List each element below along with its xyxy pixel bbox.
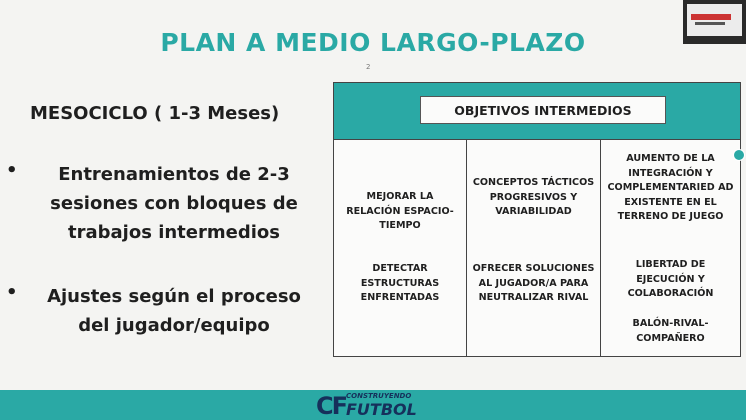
table-cell: MEJORAR LA RELACIÓN ESPACIO-TIEMPO	[346, 191, 454, 231]
bullet-marker: •	[6, 282, 18, 303]
thumbnail-screen	[687, 4, 742, 36]
table-cell: LIBERTAD DE EJECUCIÓN Y COLABORACIÓN	[627, 259, 714, 299]
bullet-item	[6, 282, 316, 340]
bullet-text: Ajustes según el proceso del jugador/equipo	[47, 286, 301, 336]
table-cell: CONCEPTOS TÁCTICOS PROGRESIVOS Y VARIABILIDAD	[472, 177, 595, 217]
table-cell: OFRECER SOLUCIONES AL JUGADOR/A PARA NEUTRALIZAR RIVAL	[472, 263, 595, 303]
slide-title: PLAN A MEDIO LARGO-PLAZO	[160, 28, 586, 57]
mesociclo-heading: MESOCICLO ( 1-3 Meses)	[30, 103, 280, 124]
accent-dot-icon	[733, 149, 745, 161]
objectives-table	[333, 82, 741, 357]
bullet-text: Entrenamientos de 2-3 sesiones con bloques de trabajos intermedios	[50, 164, 298, 243]
video-thumbnail-icon[interactable]	[683, 0, 746, 44]
bullet-item	[6, 160, 316, 247]
footer-logo	[316, 392, 426, 420]
table-header	[334, 83, 740, 140]
table-cell: BALÓN-RIVAL-COMPAÑERO	[632, 318, 709, 344]
table-cell: DETECTAR ESTRUCTURAS ENFRENTADAS	[360, 263, 440, 303]
logo-mark: CF	[316, 392, 347, 420]
logo-text-large: FUTBOL	[346, 400, 417, 419]
table-column-2	[467, 140, 601, 356]
table-column-3	[601, 140, 740, 356]
table-column-1	[334, 140, 467, 356]
thumbnail-bar-secondary	[695, 22, 725, 25]
table-cell: AUMENTO DE LA INTEGRACIÓN Y COMPLEMENTARIED AD EXISTENTE EN EL TERRENO DE JUEGO	[607, 153, 734, 222]
table-header-label: OBJETIVOS INTERMEDIOS	[420, 96, 666, 124]
bullet-marker: •	[6, 160, 18, 181]
logo-text-small: CONSTRUYENDO	[346, 392, 412, 400]
page-number: 2	[366, 63, 371, 71]
thumbnail-bar	[691, 14, 731, 20]
